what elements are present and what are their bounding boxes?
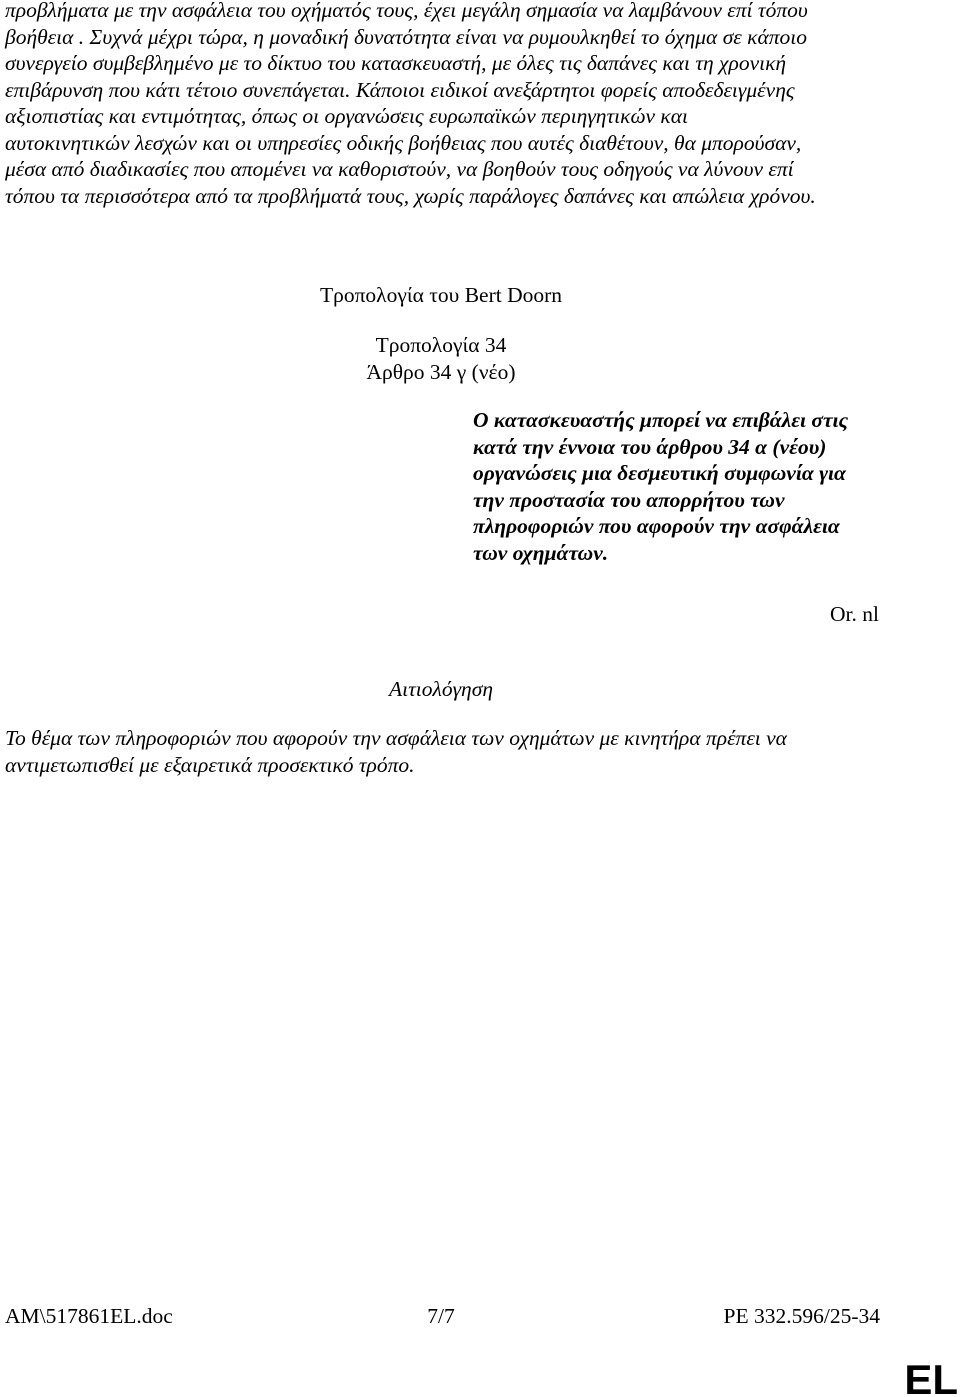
justification-text-line: Το θέμα των πληροφοριών που αφορούν την ασφάλεια των οχημάτων με κινητήρα πρέπει να [5, 726, 787, 750]
amendment-text-line: κατά την έννοια του άρθρου 34 α (νέου) [473, 434, 827, 459]
amendment-text-line: πληροφοριών που αφορούν την ασφάλεια [473, 514, 840, 538]
paragraph-line: αξιοπιστίας και εντιμότητας, όπως οι οργανώσεις ευρωπαϊκών περιηγητικών και [5, 104, 688, 128]
justification-heading: Αιτιολόγηση [389, 677, 493, 701]
amendment-header [0, 332, 882, 385]
footer-page-number: 7/7 [427, 1304, 455, 1328]
amendment-text-line: Ο κατασκευαστής μπορεί να επιβάλει στις [473, 408, 849, 432]
amendment-author: Τροπολογία του Bert Doorn [319, 283, 563, 307]
previous-justification-paragraph [5, 0, 816, 209]
amendment-text [473, 407, 848, 566]
paragraph-line: συνεργείο συμβεβλημένο με το δίκτυο του κατασκευαστή, με όλες τις δαπάνες και τη χρονική [5, 51, 787, 75]
amendment-number: Τροπολογία 34 [375, 333, 507, 357]
amendment-text-line: την προστασία του απορρήτου των [473, 487, 785, 512]
paragraph-line: βοήθεια . Συχνά μέχρι τώρα, η μοναδική δυνατότητα είναι να ρυμουλκηθεί το όχημα σε κάποιο [5, 24, 807, 49]
footer-pe-ref: PE 332.596/25-34 [723, 1304, 880, 1328]
amendment-text-line: οργανώσεις μια δεσμευτική συμφωνία για [473, 461, 846, 485]
justification-text-line: αντιμετωπισθεί με εξαιρετικά προσεκτικό τρόπο. [5, 752, 415, 777]
paragraph-line: μέσα από διαδικασίες που απομένει να καθοριστούν, να βοηθούν τους οδηγούς να λύνουν επί [5, 157, 794, 181]
amendment-article: Άρθρο 34 γ (νέο) [366, 359, 516, 384]
amendment-text-line: των οχημάτων. [473, 540, 609, 565]
paragraph-line: προβλήματα με την ασφάλεια του οχήματός τους, έχει μεγάλη σημασία να λαμβάνουν επί τόπου [5, 0, 808, 22]
paragraph-line: αυτοκινητικών λεσχών και οι υπηρεσίες οδικής βοήθειας που αυτές διαθέτουν, θα μπορούσαν, [5, 130, 802, 155]
justification-paragraph [5, 725, 787, 778]
paragraph-line: επιβάρυνση που κάτι τέτοιο συνεπάγεται. Κάποιοι ειδικοί ανεξάρτητοι φορείς αποδεδειγμένης [5, 77, 795, 102]
footer-doc-ref: AM\517861EL.doc [5, 1304, 173, 1328]
paragraph-line: τόπου τα περισσότερα από τα προβλήματά τους, χωρίς παράλογες δαπάνες και απώλεια χρόνου. [5, 183, 816, 208]
original-language: Or. nl [830, 602, 879, 626]
language-tag: EL [904, 1356, 958, 1397]
